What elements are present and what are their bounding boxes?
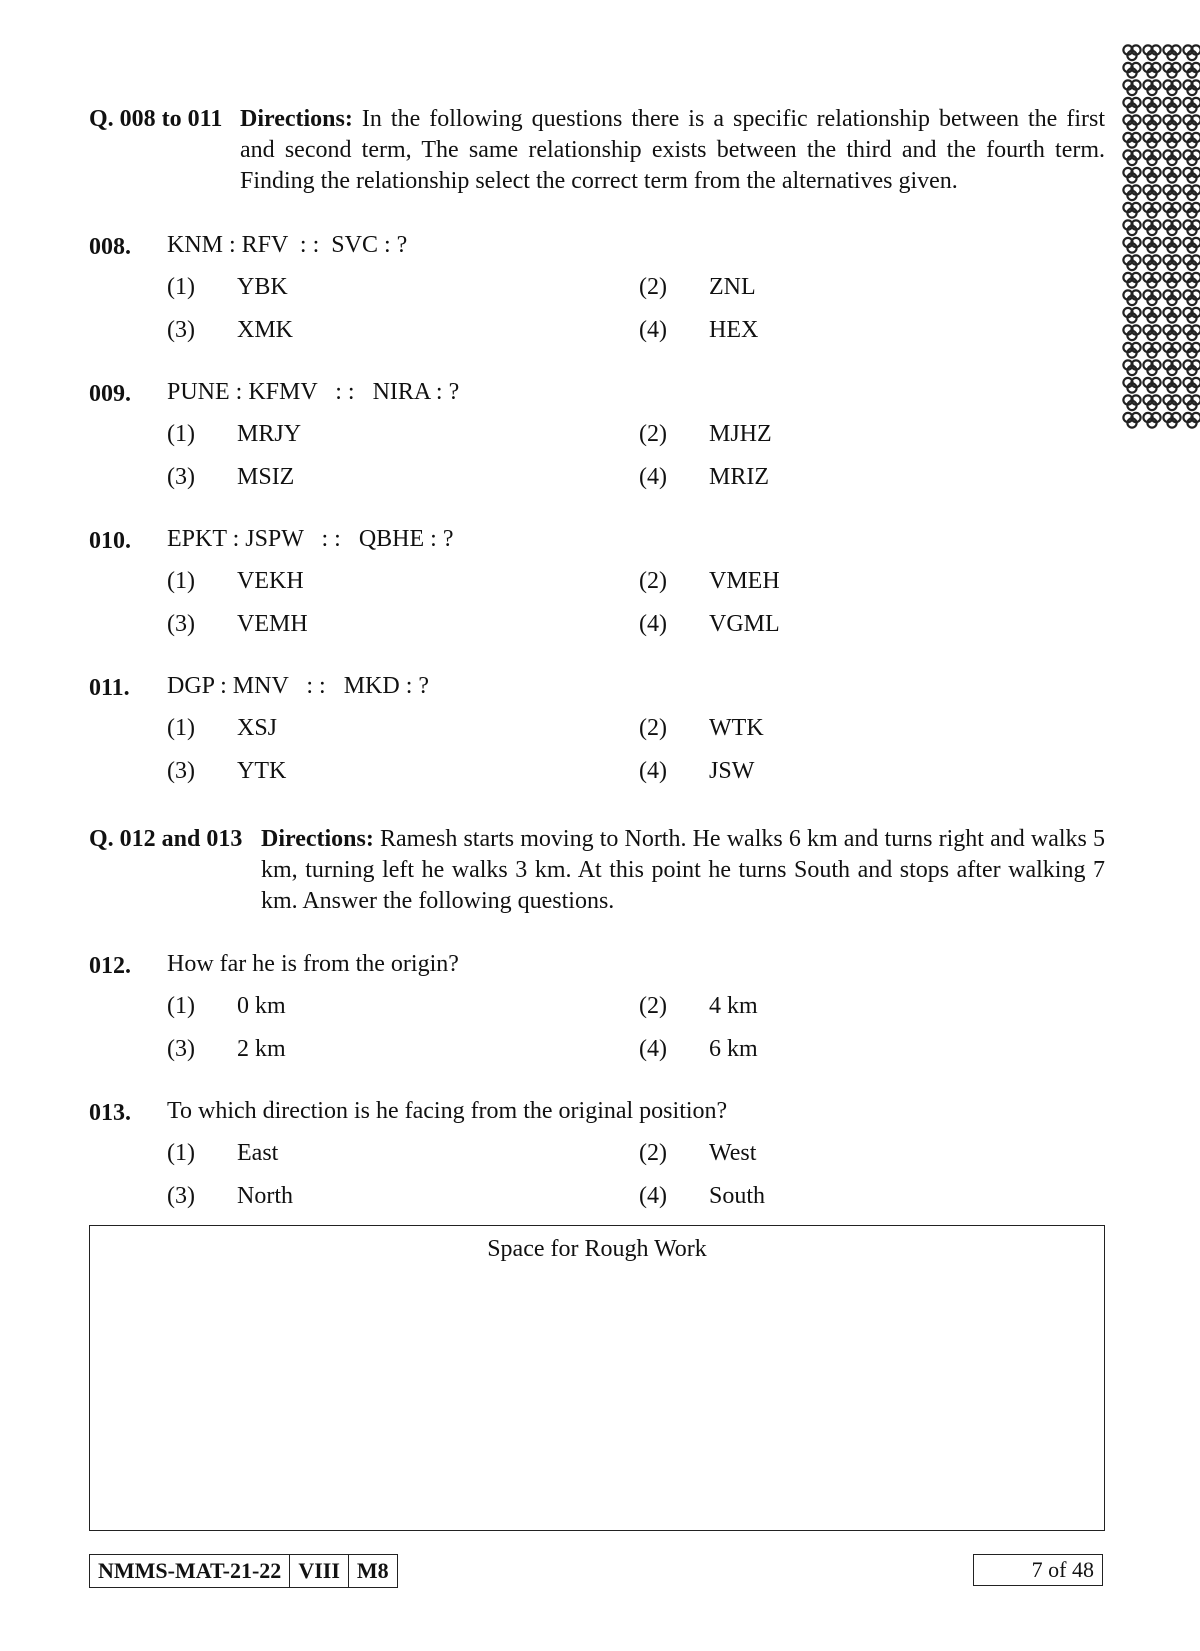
exam-code: NMMS-MAT-21-22 xyxy=(98,1558,282,1583)
option-number: (2) xyxy=(639,715,667,741)
option-number: (3) xyxy=(167,1036,195,1062)
directions-heading: Directions: xyxy=(240,106,353,132)
option-text: 4 km xyxy=(709,993,758,1019)
directions-body: In the following questions there is a specific relationship between the first and second term, The same relationship exists between the third and the fourth term. Finding the relationship select the correct term from the alternatives given. xyxy=(240,106,1105,194)
directions-block-2 xyxy=(89,824,1105,917)
option-number: (3) xyxy=(167,758,195,784)
option-number: (2) xyxy=(639,1140,667,1166)
option-number: (4) xyxy=(639,317,667,343)
option-number: (1) xyxy=(167,274,195,300)
question-stem: EPKT : JSPW : : QBHE : ? xyxy=(167,526,454,552)
option-text: XSJ xyxy=(237,715,278,741)
option-text: West xyxy=(709,1140,757,1166)
option-text: XMK xyxy=(237,317,294,343)
option-text: South xyxy=(709,1183,766,1209)
option-text: ZNL xyxy=(709,274,756,300)
option-number: (3) xyxy=(167,611,195,637)
option-number: (1) xyxy=(167,568,195,594)
option-text: HEX xyxy=(709,317,759,343)
page-number: 7 of 48 xyxy=(973,1554,1103,1586)
option-number: (3) xyxy=(167,464,195,490)
question-stem: DGP : MNV : : MKD : ? xyxy=(167,673,430,699)
option-text: JSW xyxy=(709,758,755,784)
option-number: (2) xyxy=(639,421,667,447)
option-text: 2 km xyxy=(237,1036,286,1062)
rough-work-title: Space for Rough Work xyxy=(487,1236,707,1262)
option-number: (2) xyxy=(639,568,667,594)
option-number: (4) xyxy=(639,464,667,490)
option-text: VGML xyxy=(709,611,780,637)
option-number: (1) xyxy=(167,1140,195,1166)
question-stem: To which direction is he facing from the original position? xyxy=(167,1098,728,1124)
option-text: MSIZ xyxy=(237,464,295,490)
option-number: (4) xyxy=(639,1183,667,1209)
footer-code-box xyxy=(89,1554,398,1588)
directions-text xyxy=(89,104,1105,197)
question-stem: PUNE : KFMV : : NIRA : ? xyxy=(167,379,460,405)
directions-label: Q. 008 to 011 xyxy=(89,106,223,132)
question-number: 013. xyxy=(89,1100,131,1126)
directions-label: Q. 012 and 013 xyxy=(89,826,243,852)
option-text: North xyxy=(237,1183,293,1209)
option-text: MRJY xyxy=(237,421,302,447)
option-text: 0 km xyxy=(237,993,286,1019)
directions-heading: Directions: xyxy=(261,826,374,852)
option-number: (1) xyxy=(167,993,195,1019)
option-text: MJHZ xyxy=(709,421,772,447)
option-text: MRIZ xyxy=(709,464,769,490)
class-code: VIII xyxy=(289,1555,348,1587)
option-text: VEKH xyxy=(237,568,304,594)
option-text: 6 km xyxy=(709,1036,758,1062)
question-stem: KNM : RFV : : SVC : ? xyxy=(167,232,408,258)
option-text: YTK xyxy=(237,758,287,784)
option-number: (4) xyxy=(639,758,667,784)
option-number: (2) xyxy=(639,274,667,300)
option-number: (3) xyxy=(167,1183,195,1209)
question-number: 010. xyxy=(89,528,131,554)
option-number: (1) xyxy=(167,715,195,741)
option-number: (2) xyxy=(639,993,667,1019)
option-text: WTK xyxy=(709,715,764,741)
option-number: (1) xyxy=(167,421,195,447)
option-number: (3) xyxy=(167,317,195,343)
question-number: 009. xyxy=(89,381,131,407)
directions-block-1 xyxy=(89,104,1105,197)
question-stem: How far he is from the origin? xyxy=(167,951,459,977)
option-text: VMEH xyxy=(709,568,780,594)
option-text: VEMH xyxy=(237,611,308,637)
celtic-knot-border-icon xyxy=(1122,44,1200,436)
option-text: YBK xyxy=(237,274,288,300)
option-number: (4) xyxy=(639,611,667,637)
rough-work-box xyxy=(89,1225,1105,1531)
option-text: East xyxy=(237,1140,279,1166)
directions-body: Ramesh starts moving to North. He walks 6 km and turns right and walks 5 km, turning left he walks 3 km. At this point he turns South and stops after walking 7 km. Answer the following questions. xyxy=(261,826,1105,914)
question-number: 012. xyxy=(89,953,131,979)
option-number: (4) xyxy=(639,1036,667,1062)
set-code: M8 xyxy=(348,1555,397,1587)
question-number: 008. xyxy=(89,234,131,260)
question-number: 011. xyxy=(89,675,130,701)
